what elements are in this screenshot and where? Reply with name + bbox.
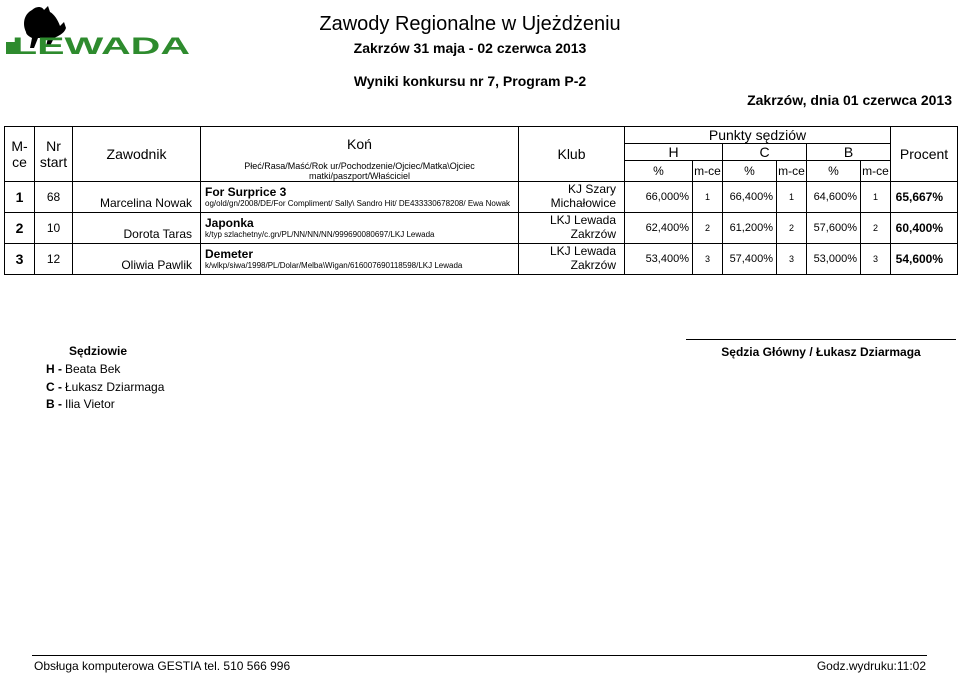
header-b-pct: %	[807, 161, 861, 182]
row-b-place: 2	[861, 212, 891, 243]
row-total-percent: 60,400%	[891, 212, 958, 243]
header-nr-line1: Nr	[46, 137, 61, 154]
header-row-1	[5, 127, 958, 144]
place-date: Zakrzów, dnia 01 czerwca 2013	[747, 92, 952, 108]
header-horse-sub: Płeć/Rasa/Maść/Rok ur/Pochodzenie/Ojciec/Matka\Ojciec matki/paszport/Właściciel	[201, 161, 519, 182]
judge-name: Łukasz Dziarmaga	[65, 380, 165, 394]
header-horse: Koń	[201, 127, 519, 161]
table-row	[5, 243, 958, 274]
row-b-place: 3	[861, 243, 891, 274]
row-start-nr: 10	[35, 212, 73, 243]
lewada-logo	[4, 2, 194, 58]
row-place: 2	[5, 212, 35, 243]
row-place: 1	[5, 181, 35, 212]
row-horse	[201, 243, 519, 274]
row-club: LKJ Lewada Zakrzów	[519, 212, 625, 243]
chief-judge: Sędzia Główny / Łukasz Dziarmaga	[721, 345, 921, 359]
footer-print-time: Godz.wydruku:11:02	[816, 659, 926, 673]
row-place: 3	[5, 243, 35, 274]
header-rider: Zawodnik	[73, 127, 201, 182]
horse-pedigree: k/wlkp/siwa/1998/PL/Dolar/Melba\Wigan/616007690118598/LKJ Lewada	[205, 261, 463, 270]
header-judge-c: C	[723, 144, 807, 161]
row-h-pct: 53,400%	[625, 243, 693, 274]
row-rider: Marcelina Nowak	[73, 181, 201, 212]
row-total-percent: 65,667%	[891, 181, 958, 212]
table-row	[5, 212, 958, 243]
horse-pedigree: og/old/gn/2008/DE/For Compliment/ Sally\ Sandro Hit/ DE433330678208/ Ewa Nowak	[205, 199, 511, 208]
row-rider: Oliwia Pawlik	[73, 243, 201, 274]
event-title: Zawody Regionalne w Ujeżdżeniu	[319, 13, 621, 35]
row-club: LKJ Lewada Zakrzów	[519, 243, 625, 274]
horse-name: Japonka	[205, 216, 254, 230]
judge-entry	[0, 397, 300, 413]
row-h-place: 3	[693, 243, 723, 274]
header-judges-points: Punkty sędziów	[625, 127, 891, 144]
row-c-place: 1	[777, 181, 807, 212]
header-h-pct: %	[625, 161, 693, 182]
horse-name: For Surprice 3	[205, 185, 287, 199]
chief-signature-line	[686, 339, 956, 340]
results-table	[4, 126, 958, 275]
row-club: KJ Szary Michałowice	[519, 181, 625, 212]
row-total-percent: 54,600%	[891, 243, 958, 274]
header-judge-b: B	[807, 144, 891, 161]
row-rider: Dorota Taras	[73, 212, 201, 243]
horse-pedigree: k/typ szlachetny/c.gn/PL/NN/NN/NN/999690080697/LKJ Lewada	[205, 230, 435, 239]
header-h-mce: m-ce	[693, 161, 723, 182]
row-h-pct: 62,400%	[625, 212, 693, 243]
row-b-pct: 53,000%	[807, 243, 861, 274]
row-c-place: 3	[777, 243, 807, 274]
judge-name: Beata Bek	[65, 362, 121, 376]
header-start-nr	[35, 127, 73, 182]
results-title: Wyniki konkursu nr 7, Program P-2	[353, 73, 587, 89]
header-percent: Procent	[891, 127, 958, 182]
judge-label: C -	[46, 380, 62, 394]
horse-name: Demeter	[205, 247, 254, 261]
row-horse	[201, 181, 519, 212]
footer-divider	[32, 655, 927, 656]
row-c-pct: 66,400%	[723, 181, 777, 212]
judges-heading: Sędziowie	[69, 344, 128, 358]
judge-label: B -	[46, 397, 62, 411]
judge-entry	[0, 362, 300, 378]
row-b-place: 1	[861, 181, 891, 212]
event-dates: Zakrzów 31 maja - 02 czerwca 2013	[353, 40, 587, 56]
row-c-pct: 57,400%	[723, 243, 777, 274]
judge-label: H -	[46, 362, 62, 376]
logo-text: LEWADA	[12, 33, 190, 58]
header-b-mce: m-ce	[861, 161, 891, 182]
row-h-place: 1	[693, 181, 723, 212]
row-b-pct: 64,600%	[807, 181, 861, 212]
row-c-place: 2	[777, 212, 807, 243]
judge-entry	[0, 380, 300, 396]
row-start-nr: 68	[35, 181, 73, 212]
header-place: M-ce	[5, 127, 35, 182]
row-b-pct: 57,600%	[807, 212, 861, 243]
row-h-pct: 66,000%	[625, 181, 693, 212]
header-nr-line2: start	[39, 153, 68, 170]
row-horse	[201, 212, 519, 243]
judge-name: Ilia Vietor	[65, 397, 115, 411]
table-row	[5, 181, 958, 212]
header-judge-h: H	[625, 144, 723, 161]
footer-operator: Obsługa komputerowa GESTIA tel. 510 566 996	[34, 659, 291, 673]
horse-rider-icon	[4, 2, 194, 58]
row-start-nr: 12	[35, 243, 73, 274]
header-club: Klub	[519, 127, 625, 182]
header-c-mce: m-ce	[777, 161, 807, 182]
header-c-pct: %	[723, 161, 777, 182]
row-c-pct: 61,200%	[723, 212, 777, 243]
row-h-place: 2	[693, 212, 723, 243]
